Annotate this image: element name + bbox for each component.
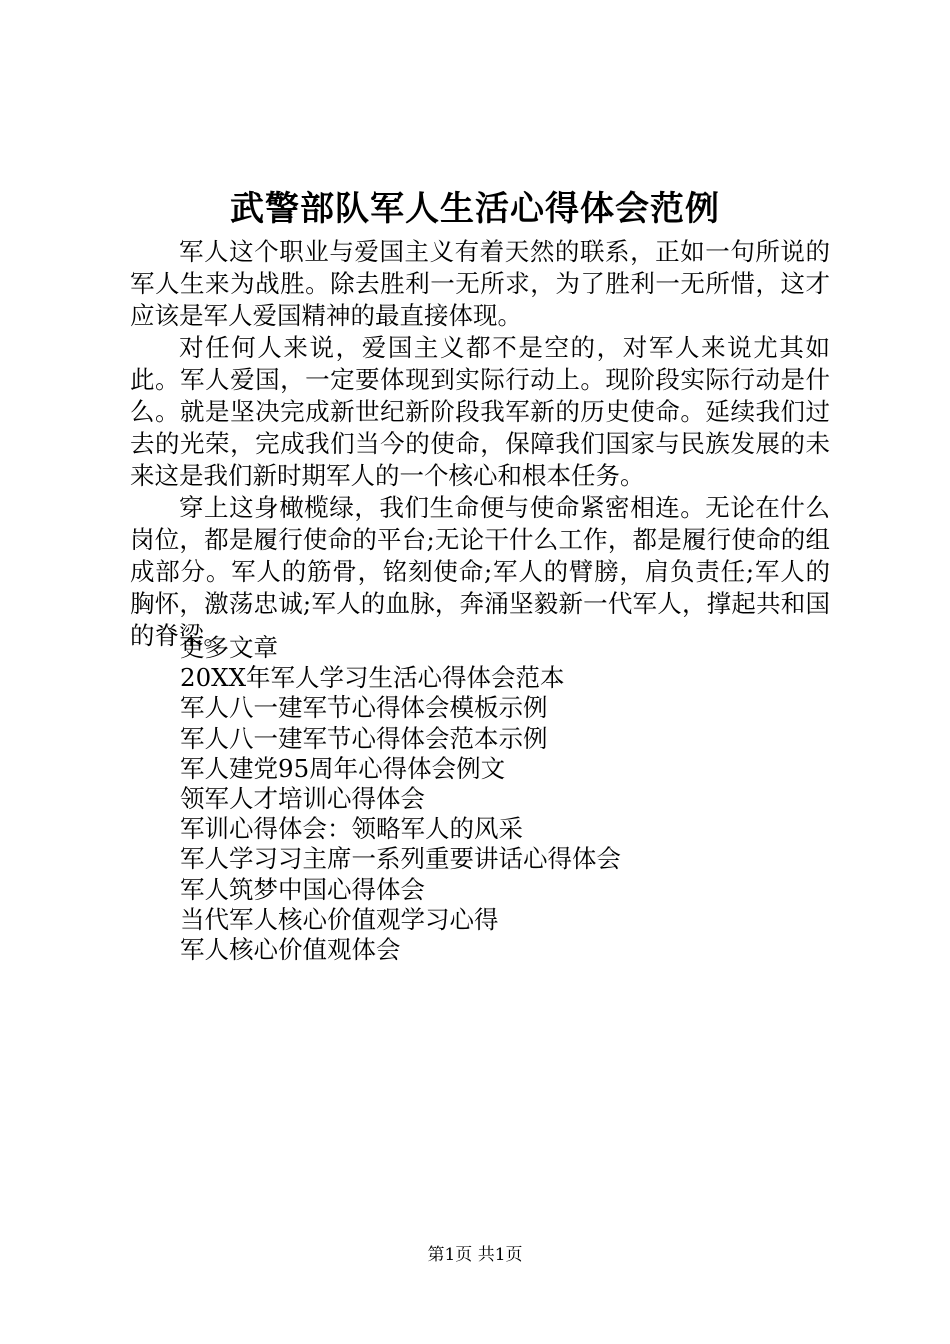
paragraph-3: 穿上这身橄榄绿，我们生命便与使命紧密相连。无论在什么岗位，都是履行使命的平台;无论干什么工作，都是履行使命的组成部分。军人的筋骨，铭刻使命;军人的臂膀，肩负责任;军人的胸怀，激荡忠诚;军人的血脉，奔涌坚毅新一代军人，撑起共和国的脊梁。 <box>130 493 830 650</box>
more-articles-heading: 更多文章 <box>180 633 278 662</box>
article-link[interactable]: 军人建党95周年心得体会例文 <box>180 753 506 783</box>
more-articles-list <box>180 633 621 965</box>
article-link[interactable]: 军人核心价值观体会 <box>180 935 401 965</box>
article-link[interactable]: 当代军人核心价值观学习心得 <box>180 904 499 934</box>
article-link[interactable]: 军人筑梦中国心得体会 <box>180 874 425 904</box>
article-link[interactable]: 军训心得体会：领略军人的风采 <box>180 814 523 844</box>
page-footer: 第1页 共1页 <box>427 1245 523 1265</box>
article-link[interactable]: 军人八一建军节心得体会范本示例 <box>180 723 548 753</box>
article-link[interactable]: 军人学习习主席一系列重要讲话心得体会 <box>180 844 621 874</box>
article-link[interactable]: 领军人才培训心得体会 <box>180 784 425 814</box>
paragraph-2: 对任何人来说，爱国主义都不是空的，对军人来说尤其如此。军人爱国，一定要体现到实际行动上。现阶段实际行动是什么。就是坚决完成新世纪新阶段我军新的历史使命。延续我们过去的光荣，完成我们当今的使命，保障我们国家与民族发展的未来这是我们新时期军人的一个核心和根本任务。 <box>130 333 830 490</box>
paragraph-1: 军人这个职业与爱国主义有着天然的联系，正如一句所说的军人生来为战胜。除去胜利一无所求，为了胜利一无所惜，这才应该是军人爱国精神的最直接体现。 <box>130 237 830 330</box>
document-body <box>130 236 830 652</box>
article-link[interactable]: 军人八一建军节心得体会模板示例 <box>180 693 548 723</box>
article-link[interactable]: 20XX年军人学习生活心得体会范本 <box>180 663 565 693</box>
document-title: 武警部队军人生活心得体会范例 <box>230 189 720 229</box>
